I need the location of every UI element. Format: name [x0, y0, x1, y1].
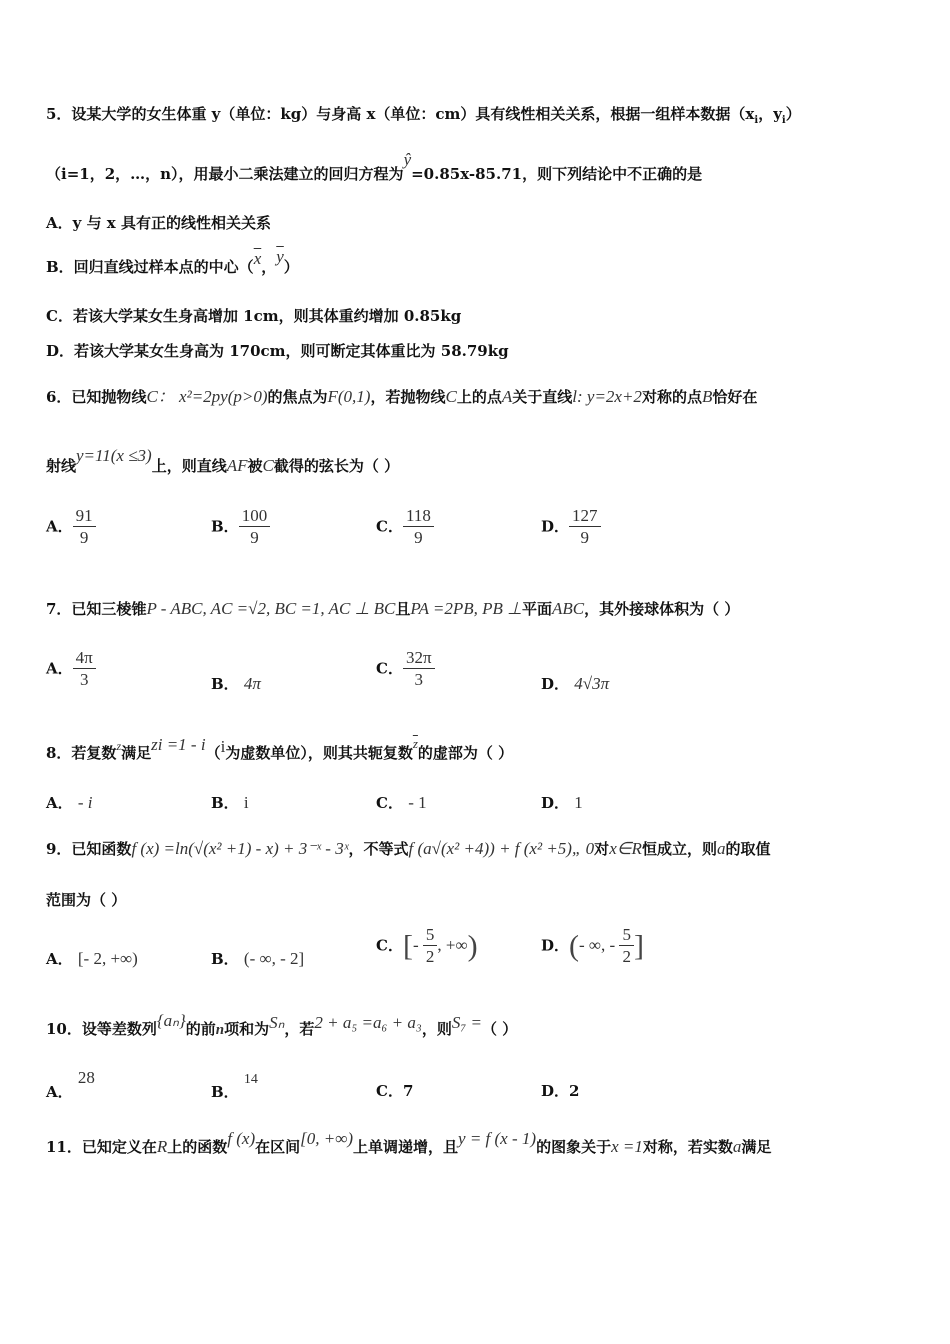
q6-line1: 6．已知抛物线C： x²=2py(p>0)的焦点为F(0,1)，若抛物线C上的点A关于直线l: y=2x+2对称的点B恰好在	[46, 387, 758, 406]
q7-option-c: C． $\frac{32\pi}{3}$	[376, 648, 435, 691]
q9-option-b: B． (- ∞, - 2]	[211, 949, 305, 968]
q6-line2: 射线y=11(x ≤3)上，则直线AF被C截得的弦长为（ ）	[46, 446, 400, 475]
q8-option-d: D． 1	[541, 793, 583, 812]
q6-option-d: D． $\frac{127}{9}$	[541, 506, 601, 549]
q6-option-a: A． $\frac{91}{9}$	[46, 506, 96, 549]
q5-option-b: B．回归直线过样本点的中心（$\overline{x}$，$\overline{y}$）	[46, 247, 299, 276]
q7-option-d: D． 4√3π	[541, 674, 610, 693]
q10-option-b: B． 14	[211, 1072, 258, 1101]
q9-option-c: C．[- $\frac{5}{2}$ , +∞)	[376, 925, 478, 966]
q8-option-c: C． - 1	[376, 793, 427, 812]
q8-line: 8．若复数$^z$满足zi =1 - i（i为虚数单位），则其共轭复数$\overline{z}$的虚部为（ ）	[46, 735, 514, 762]
q10-option-a: A． 28	[46, 1068, 95, 1101]
q5-option-d: D．若该大学某女生身高为 170cm，则可断定其体重比为 58.79kg	[46, 342, 509, 360]
q10-option-c: C．7	[376, 1082, 414, 1100]
q11-line: 11．已知定义在R上的函数f (x)在区间[0, +∞)上单调递增，且y = f (x - 1)的图象关于x =1对称，若实数a满足	[46, 1129, 772, 1156]
q10-option-d: D．2	[541, 1082, 580, 1100]
q9-option-a: A． [- 2, +∞)	[46, 949, 138, 968]
q7-line: 7．已知三棱锥P - ABC, AC =√2, BC =1, AC ⊥ BC且PA =2PB, PB ⊥平面ABC，其外接球体积为（ ）	[46, 599, 740, 618]
q7-option-a: A． $\frac{4\pi}{3}$	[46, 648, 96, 691]
q10-line: 10．设等差数列{aₙ}的前n项和为Sₙ，若2 + a₅ =a₆ + a₃，则S₇ =（ ）	[46, 1011, 518, 1038]
q7-option-b: B． 4π	[211, 674, 261, 693]
q5-line1: 5．设某大学的女生体重 y（单位：kg）与身高 x（单位：cm）具有线性相关关系，根据一组样本数据（$x_i$，$y_i$）	[46, 105, 801, 126]
q5-option-c: C．若该大学某女生身高增加 1cm，则其体重约增加 0.85kg	[46, 307, 462, 325]
q9-line2: 范围为（ ）	[46, 891, 127, 909]
q8-option-a: A． - i	[46, 793, 93, 812]
q6-option-b: B． $\frac{100}{9}$	[211, 506, 270, 549]
q8-option-b: B． i	[211, 793, 249, 812]
q5-line2: （i=1，2，…，n），用最小二乘法建立的回归方程为ŷ=0.85x-85.71，则下列结论中不正确的是	[46, 150, 703, 183]
q9-line1: 9．已知函数f (x) =ln(√(x² +1) - x) + 3⁻ˣ - 3ˣ，不等式f (a√(x² +4)) + f (x² +5)„ 0对x∈R恒成立，则a的取值	[46, 839, 771, 858]
q5-option-a: A．y 与 x 具有正的线性相关关系	[46, 214, 271, 232]
q9-option-d: D．(- ∞, - $\frac{5}{2}$ ]	[541, 925, 644, 966]
q6-option-c: C． $\frac{118}{9}$	[376, 506, 434, 549]
